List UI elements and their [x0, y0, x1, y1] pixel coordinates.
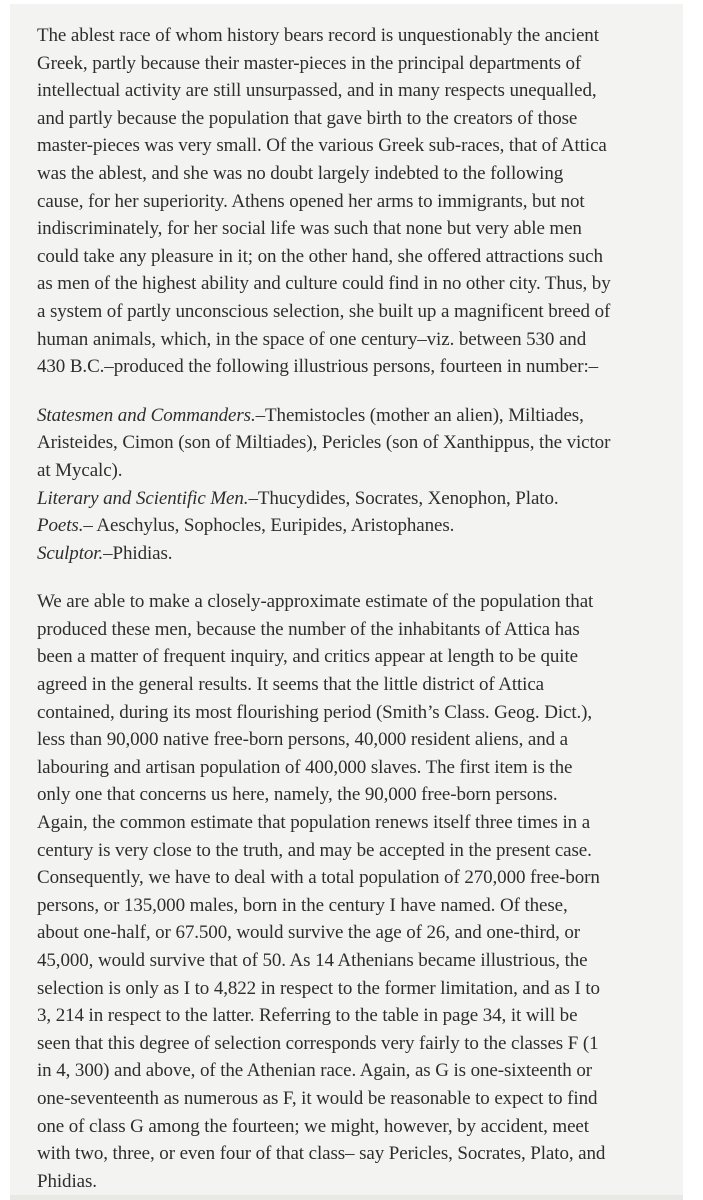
text-line: selection is only as I to 4,822 in respect to the former limitation, and as I to: [37, 977, 600, 999]
text-line: 45,000, would survive that of 50. As 14 Athenians became illustrious, the: [37, 950, 588, 971]
text-line: human animals, which, in the space of one century–viz. between 530 and: [37, 328, 587, 350]
text-line: at Mycalc).: [37, 459, 123, 481]
text-line: Again, the common estimate that population renews itself three times in a: [37, 812, 591, 834]
text-line: labouring and artisan population of 400,000 slaves. The first item is the: [37, 756, 573, 778]
text-line: cause, for her superiority. Athens opened her arms to immigrants, but not: [37, 190, 585, 212]
text-line: [37, 540, 665, 568]
category-label-sculptor: Sculptor.: [37, 542, 104, 564]
opening-paragraph: [37, 22, 665, 381]
text-line: [37, 402, 665, 430]
text-line: seen that this degree of selection corresponds very fairly to the classes F (1: [37, 1032, 599, 1054]
category-names: – Aeschylus, Sophocles, Euripides, Aristophanes.: [83, 515, 455, 537]
text-line: persons, or 135,000 males, born in the century I have named. Of these,: [37, 894, 568, 916]
text-line: contained, during its most flourishing period (Smith’s Class. Geog. Dict.),: [37, 701, 593, 723]
text-line: could take any pleasure in it; on the other hand, she offered attractions such: [37, 245, 603, 267]
text-line: master-pieces was very small. Of the various Greek sub-races, that of Attica: [37, 135, 607, 157]
text-line: 3, 214 in respect to the latter. Referring to the table in page 34, it will be: [37, 1005, 578, 1027]
text-line: Greek, partly because their master-pieces in the principal departments of: [37, 52, 582, 74]
category-label-literary: Literary and Scientific Men.: [37, 487, 249, 509]
text-line: century is very close to the truth, and may be accepted in the present case.: [37, 839, 592, 861]
next-block-top-edge: [10, 1195, 683, 1200]
text-line: one of class G among the fourteen; we might, however, by accident, meet: [37, 1115, 589, 1137]
text-line: 430 B.C.–produced the following illustrious persons, fourteen in number:–: [37, 356, 599, 378]
text-line: was the ablest, and she was no doubt largely indebted to the following: [37, 162, 564, 184]
population-estimate-paragraph: [37, 588, 665, 1195]
text-line: Aristeides, Cimon (son of Miltiades), Pericles (son of Xanthippus, the victor: [37, 432, 611, 454]
text-line: about one-half, or 67.500, would survive the age of 26, and one-third, or: [37, 922, 581, 944]
category-label-poets: Poets.: [37, 515, 84, 537]
illustrious-persons-list: [37, 402, 665, 568]
text-line: been a matter of frequent inquiry, and critics appear at length to be quite: [37, 646, 578, 668]
category-label-statesmen: Statesmen and Commanders.: [37, 404, 256, 426]
text-panel: [10, 4, 683, 1200]
category-names: –Themistocles (mother an alien), Miltiades,: [255, 404, 584, 426]
text-line: a system of partly unconscious selection, she built up a magnificent breed of: [37, 300, 611, 322]
text-line: We are able to make a closely-approximate estimate of the population that: [37, 591, 594, 613]
text-line: only one that concerns us here, namely, the 90,000 free-born persons.: [37, 784, 558, 806]
category-names: –Phidias.: [103, 542, 173, 564]
text-line: less than 90,000 native free-born persons, 40,000 resident aliens, and a: [37, 729, 568, 751]
category-names: –Thucydides, Socrates, Xenophon, Plato.: [248, 487, 559, 509]
text-line: agreed in the general results. It seems that the little district of Attica: [37, 674, 545, 696]
text-line: The ablest race of whom history bears record is unquestionably the ancient: [37, 25, 599, 46]
text-line: Phidias.: [37, 1170, 97, 1192]
text-line: produced these men, because the number of the inhabitants of Attica has: [37, 618, 580, 640]
text-line: [37, 485, 665, 513]
text-line: Consequently, we have to deal with a total population of 270,000 free-born: [37, 867, 600, 889]
text-line: indiscriminately, for her social life was such that none but very able men: [37, 218, 582, 240]
text-line: with two, three, or even four of that class– say Pericles, Socrates, Plato, and: [37, 1143, 606, 1165]
text-line: and partly because the population that gave birth to the creators of those: [37, 107, 578, 129]
text-line: as men of the highest ability and culture could find in no other city. Thus, by: [37, 273, 611, 295]
text-line: [37, 512, 665, 540]
text-line: one-seventeenth as numerous as F, it would be reasonable to expect to find: [37, 1087, 598, 1109]
text-line: intellectual activity are still unsurpassed, and in many respects unequalled,: [37, 80, 597, 102]
text-line: in 4, 300) and above, of the Athenian race. Again, as G is one-sixteenth or: [37, 1060, 592, 1082]
